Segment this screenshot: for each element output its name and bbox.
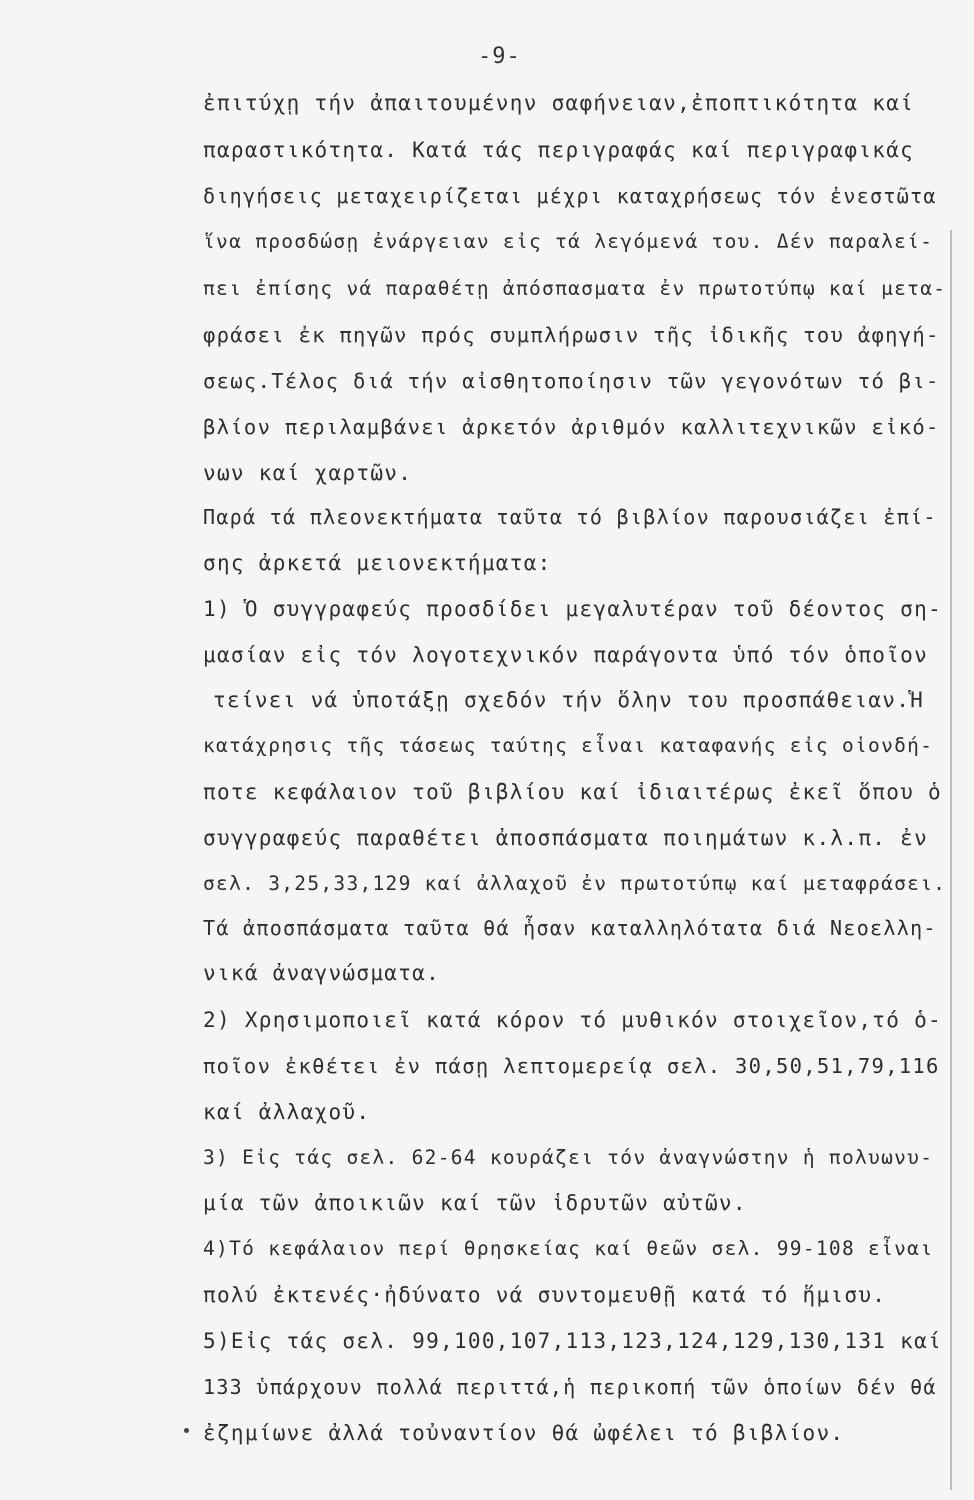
text-line: συγγραφεύς παραθέτει ἀποσπάσματα ποιημάτων κ.λ.π. ἐν xyxy=(203,826,929,850)
text-line: ποτε κεφάλαιον τοῦ βιβλίου καί ἰδιαιτέρως ἐκεῖ ὅπου ὁ xyxy=(203,780,942,804)
text-line: 4)Τό κεφάλαιον περί θρησκείας καί θεῶν σελ. 99-108 εἶναι xyxy=(203,1237,934,1260)
text-line: ποῖον ἐκθέτει ἐν πάσῃ λεπτομερείᾳ σελ. 30,50,51,79,116 xyxy=(203,1054,940,1078)
text-line: καί ἀλλαχοῦ. xyxy=(203,1100,371,1124)
stray-dot xyxy=(184,1428,189,1433)
text-line: τείνει νά ὑποτάξῃ σχεδόν τήν ὅλην του προσπάθειαν.Ἡ xyxy=(213,688,925,712)
text-line: νικά ἀναγνώσματα. xyxy=(203,961,441,985)
text-line: μασίαν εἰς τόν λογοτεχνικόν παράγοντα ὑπό τόν ὁποῖον xyxy=(203,643,929,667)
text-line: 1) Ὁ συγγραφεύς προσδίδει μεγαλυτέραν τοῦ δέοντος ση- xyxy=(203,597,942,621)
text-line: 3) Εἰς τάς σελ. 62-64 κουράζει τόν ἀναγνώστην ἡ πολυωνυ- xyxy=(203,1146,934,1169)
text-line: σελ. 3,25,33,129 καί ἀλλαχοῦ ἐν πρωτοτύπῳ καί μεταφράσει. xyxy=(203,872,947,895)
page-number: -9- xyxy=(478,44,521,69)
text-line: Τά ἀποσπάσματα ταῦτα θά ἦσαν καταλληλότατα διά Νεοελλη- xyxy=(203,916,937,940)
text-line: μία τῶν ἀποικιῶν καί τῶν ἱδρυτῶν αὐτῶν. xyxy=(203,1191,747,1215)
text-line: παραστικότητα. Κατά τάς περιγραφάς καί περιγραφικάς xyxy=(203,138,915,162)
text-line: κατάχρησις τῆς τάσεως ταύτης εἶναι καταφανής εἰς οἱονδή- xyxy=(203,734,934,757)
text-line: 5)Εἰς τάς σελ. 99,100,107,113,123,124,129,130,131 καί xyxy=(203,1329,942,1353)
text-line: διηγήσεις μεταχειρίζεται μέχρι καταχρήσεως τόν ἐνεστῶτα xyxy=(203,184,937,208)
text-line: 133 ὑπάρχουν πολλά περιττά,ἡ περικοπή τῶν ὁποίων δέν θά xyxy=(203,1375,937,1399)
text-line: πει ἐπίσης νά παραθέτῃ ἀπόσπασματα ἐν πρωτοτύπῳ καί μετα- xyxy=(203,277,947,300)
text-line: ἐζημίωνε ἀλλά τοὐναντίον θά ὠφέλει τό βιβλίον. xyxy=(203,1421,845,1445)
text-line: πολύ ἐκτενές·ἠδύνατο νά συντομευθῇ κατά τό ἥμισυ. xyxy=(203,1283,887,1307)
text-line: Παρά τά πλεονεκτήματα ταῦτα τό βιβλίον παρουσιάζει ἐπί- xyxy=(203,505,937,529)
text-line: νων καί χαρτῶν. xyxy=(203,461,413,485)
text-line: βλίον περιλαμβάνει ἀρκετόν ἀριθμόν καλλιτεχνικῶν εἰκό- xyxy=(203,415,940,439)
text-line: σης ἀρκετά μειονεκτήματα: xyxy=(203,551,552,575)
text-line: 2) Χρησιμοποιεῖ κατά κόρον τό μυθικόν στοιχεῖον,τό ὁ- xyxy=(203,1008,942,1032)
page-edge-line xyxy=(950,230,952,1490)
text-line: ἐπιτύχῃ τήν ἀπαιτουμένην σαφήνειαν,ἐποπτικότητα καί xyxy=(203,91,915,115)
text-line: ἵνα προσδώσῃ ἐνάργειαν εἰς τά λεγόμενά του. Δέν παραλεί- xyxy=(203,230,934,253)
text-line: φράσει ἐκ πηγῶν πρός συμπλήρωσιν τῆς ἰδικῆς του ἀφηγή- xyxy=(203,323,940,347)
text-line: σεως.Τέλος διά τήν αἰσθητοποίησιν τῶν γεγονότων τό βι- xyxy=(203,369,940,393)
